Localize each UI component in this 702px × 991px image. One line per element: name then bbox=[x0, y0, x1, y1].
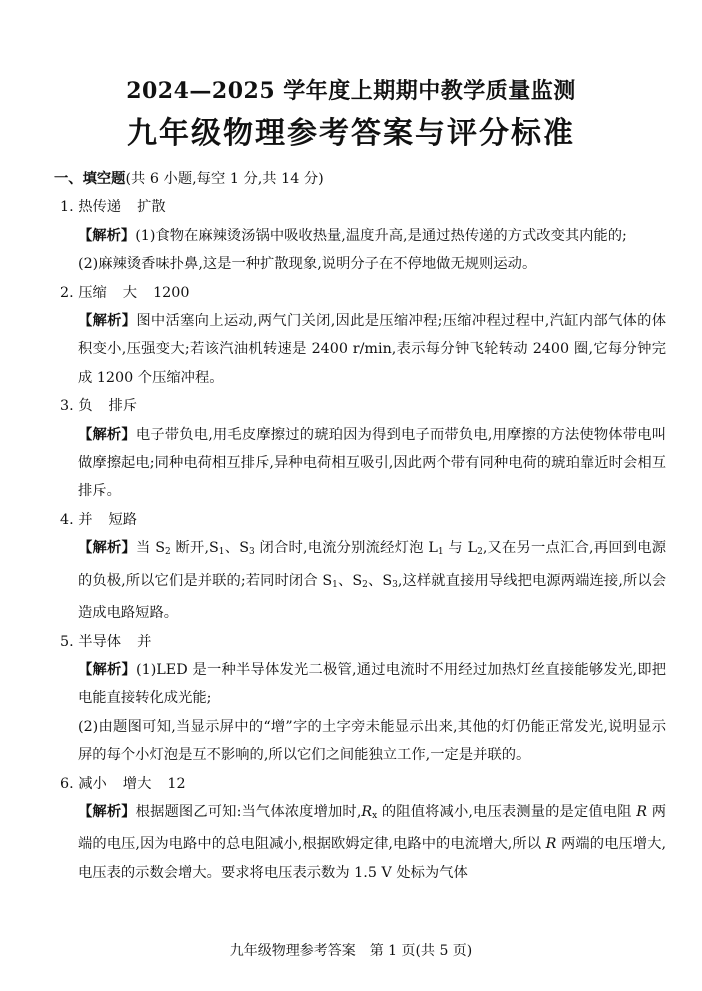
section-note: (共 6 小题,每空 1 分,共 14 分) bbox=[125, 171, 324, 187]
analysis-tag: 【解析】 bbox=[78, 313, 137, 330]
page-footer: 九年级物理参考答案 第 1 页(共 5 页) bbox=[229, 943, 473, 959]
analysis-text: 电子带负电,用毛皮摩擦过的琥珀因为得到电子而带负电,用摩擦的方法使物体带电叫做摩擦起电;同种电荷相互排斥,异种电荷相互吸引,因此两个带有同种电荷的琥珀靠近时会相互排斥。 bbox=[78, 426, 666, 500]
analysis-text: 根据题图乙可知:当气体浓度增加时$,R_x$ 的阻值将减小,电压表测量的是定值电阻 R 两端的电压,因为电路中的总电阻减小,根据欧姆定律,电路中的电流增大,所以 R 两端的电压增大,电压表的示数会增大。要求将电压表示数为 1.5 V 处标为气体 bbox=[78, 803, 666, 881]
answer-blank-1: 半导体 bbox=[78, 633, 122, 650]
question-number: 6. bbox=[60, 775, 79, 792]
question-4-answer bbox=[58, 506, 666, 534]
analysis-text: (1)LED 是一种半导体发光二极管,通过电流时不用经过加热灯丝直接能够发光,即把电能直接转化成光能; bbox=[78, 661, 667, 707]
answer-blank-1: 压缩 bbox=[78, 284, 107, 301]
section-title: 一、填空题 bbox=[54, 171, 126, 187]
question-number: 1. bbox=[60, 199, 79, 216]
question-1-analysis-part-2 bbox=[58, 250, 666, 278]
analysis-tag: 【解析】 bbox=[78, 540, 136, 557]
question-6-analysis bbox=[58, 798, 666, 887]
question-5-analysis-part-2 bbox=[58, 713, 666, 770]
section-heading bbox=[54, 165, 666, 193]
question-number: 3. bbox=[60, 398, 79, 415]
question-1-answer bbox=[58, 193, 666, 221]
analysis-text: 图中活塞向上运动,两气门关闭,因此是压缩冲程;压缩冲程过程中,汽缸内部气体的体积变小,压强变大;若该汽油机转速是 2400 r/min,表示每分钟飞轮转动 2400 圈,它每分钟完成 1200 个压缩冲程。 bbox=[78, 313, 666, 386]
answer-blank-1: 并 bbox=[78, 511, 93, 528]
answer-blank-1: 负 bbox=[78, 398, 93, 415]
analysis-text: 当 $S_2$ 断开$,S_1$、$S_3$ 闭合时,电流分别流经灯泡 $L_1$ 与 $L_2$,又在另一点汇合,再回到电源的负极,所以它们是并联的;若同时闭合 $S_1$、$S_2$、$S_3$,这样就直接用导线把电源两端连接,所以会造成电路短路。 bbox=[78, 540, 667, 622]
question-5-answer bbox=[58, 628, 666, 656]
analysis-text: (2)由题图可知,当显示屏中的“增”字的土字旁未能显示出来,其他的灯仍能正常发光,说明显示屏的每个小灯泡是互不影响的,所以它们之间能独立工作,一定是并联的。 bbox=[78, 718, 666, 764]
answer-blank-3: 12 bbox=[167, 775, 186, 792]
question-6-answer bbox=[58, 770, 666, 798]
question-number: 4. bbox=[60, 511, 79, 528]
question-3-answer bbox=[58, 392, 666, 420]
analysis-text: (1)食物在麻辣烫汤锅中吸收热量,温度升高,是通过热传递的方式改变其内能的; bbox=[135, 227, 627, 244]
exam-title: 2024—2025 学年度上期期中教学质量监测 bbox=[126, 78, 576, 104]
analysis-text: (2)麻辣烫香味扑鼻,这是一种扩散现象,说明分子在不停地做无规则运动。 bbox=[78, 256, 537, 273]
question-number: 5. bbox=[60, 633, 79, 650]
document-title: 九年级物理参考答案与评分标准 bbox=[127, 116, 575, 151]
question-4-analysis bbox=[58, 534, 666, 627]
answer-blank-2: 扩散 bbox=[137, 199, 166, 216]
content bbox=[54, 165, 667, 887]
analysis-tag: 【解析】 bbox=[78, 227, 136, 244]
question-5-analysis bbox=[58, 656, 666, 713]
analysis-tag: 【解析】 bbox=[78, 803, 136, 820]
answer-blank-3: 1200 bbox=[153, 284, 190, 301]
analysis-tag: 【解析】 bbox=[78, 661, 137, 678]
answer-blank-2: 增大 bbox=[122, 775, 152, 792]
question-1-analysis bbox=[58, 222, 666, 250]
analysis-tag: 【解析】 bbox=[78, 426, 136, 443]
answer-blank-2: 大 bbox=[122, 284, 138, 301]
answer-blank-2: 短路 bbox=[108, 511, 138, 528]
answer-blank-1: 热传递 bbox=[78, 199, 122, 216]
question-2-answer bbox=[58, 279, 666, 307]
question-3-analysis bbox=[58, 421, 666, 506]
answer-blank-1: 减小 bbox=[78, 775, 107, 792]
question-number: 2. bbox=[60, 284, 79, 301]
answer-blank-2: 排斥 bbox=[108, 398, 138, 415]
answer-blank-2: 并 bbox=[137, 633, 152, 650]
question-2-analysis bbox=[58, 307, 666, 392]
